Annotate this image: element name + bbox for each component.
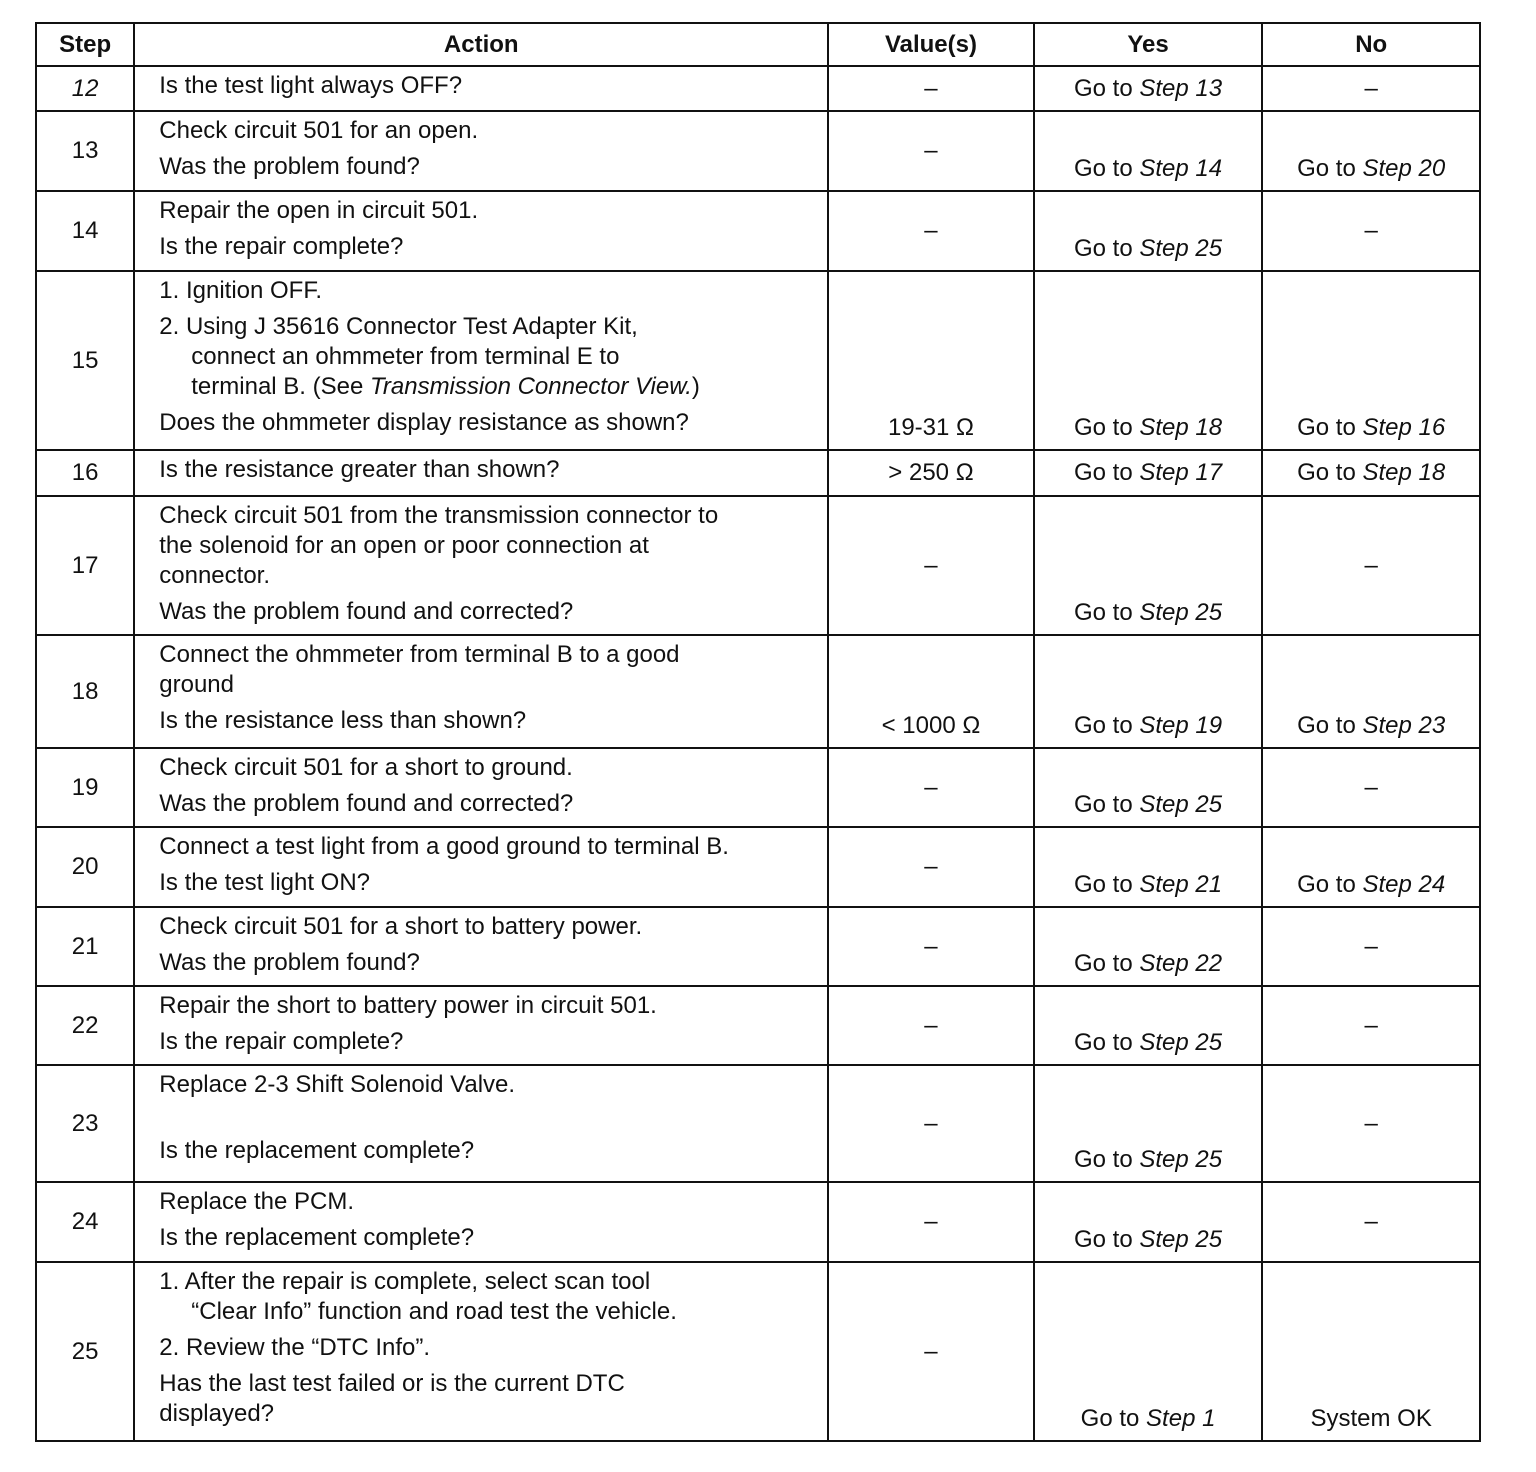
action-text: Was the problem found and corrected? xyxy=(159,790,574,817)
italic-reference: Transmission Connector View. xyxy=(370,373,692,400)
yes-cell xyxy=(1034,271,1263,450)
goto-step-link[interactable] xyxy=(1263,154,1479,184)
goto-prefix: Go to xyxy=(1074,950,1140,977)
action-line xyxy=(159,342,817,372)
action-line xyxy=(159,1027,817,1057)
step-number: 16 xyxy=(36,450,134,496)
action-line xyxy=(159,372,817,402)
action-line xyxy=(159,912,817,942)
action-cell xyxy=(134,66,828,111)
goto-step-link[interactable] xyxy=(1035,1028,1262,1058)
header-row xyxy=(36,23,1480,66)
action-line xyxy=(159,868,817,898)
yes-cell xyxy=(1034,1262,1263,1441)
goto-prefix: Go to xyxy=(1074,1226,1140,1253)
action-line xyxy=(159,531,817,561)
action-line xyxy=(159,1399,817,1429)
value-cell xyxy=(828,1182,1034,1262)
action-text: the solenoid for an open or poor connection at xyxy=(159,532,649,559)
yes-cell xyxy=(1034,986,1263,1065)
goto-prefix: Go to xyxy=(1074,791,1140,818)
action-text: Is the test light always OFF? xyxy=(159,72,463,99)
step-number: 22 xyxy=(36,986,134,1065)
table-row xyxy=(36,748,1480,827)
no-cell xyxy=(1262,748,1480,827)
goto-step-link[interactable] xyxy=(1035,1145,1262,1175)
action-text: Check circuit 501 for a short to battery power. xyxy=(159,913,643,940)
value-text: – xyxy=(924,551,938,579)
table-row xyxy=(36,496,1480,635)
yes-cell xyxy=(1034,191,1263,271)
value-text: > 250 Ω xyxy=(888,459,974,486)
goto-step-link[interactable] xyxy=(1035,870,1262,900)
no-cell xyxy=(1262,827,1480,907)
table-row xyxy=(36,986,1480,1065)
action-text: Was the problem found and corrected? xyxy=(159,598,574,625)
goto-step: Step 25 xyxy=(1139,1146,1223,1173)
action-cell xyxy=(134,496,828,635)
goto-step-link[interactable] xyxy=(1035,1404,1262,1434)
goto-step-link[interactable] xyxy=(1035,949,1262,979)
no-text: – xyxy=(1364,1011,1378,1039)
action-text: Check circuit 501 for a short to ground. xyxy=(159,754,573,781)
step-number: 18 xyxy=(36,635,134,748)
value-text: – xyxy=(924,853,938,880)
diagnostic-table xyxy=(35,22,1481,1442)
yes-cell xyxy=(1034,111,1263,191)
step-number: 23 xyxy=(36,1065,134,1182)
no-text: System OK xyxy=(1310,1405,1432,1432)
action-line xyxy=(159,991,817,1021)
no-cell xyxy=(1262,986,1480,1065)
no-cell xyxy=(1262,111,1480,191)
yes-cell xyxy=(1034,635,1263,748)
goto-step: Step 1 xyxy=(1146,1405,1216,1432)
header-values: Value(s) xyxy=(828,23,1034,66)
step-number: 20 xyxy=(36,827,134,907)
action-line xyxy=(159,116,817,146)
table-row xyxy=(36,66,1480,111)
no-cell xyxy=(1262,1182,1480,1262)
goto-step-link[interactable] xyxy=(1035,458,1262,488)
goto-step-link[interactable] xyxy=(1035,413,1262,443)
goto-step-link[interactable] xyxy=(1263,711,1479,741)
goto-step-link[interactable] xyxy=(1035,74,1262,104)
value-text: – xyxy=(924,74,938,102)
goto-prefix: Go to xyxy=(1297,459,1363,486)
step-number: 25 xyxy=(36,1262,134,1441)
goto-prefix: Go to xyxy=(1297,414,1363,441)
action-text: Check circuit 501 for an open. xyxy=(159,117,479,144)
action-text: Was the problem found? xyxy=(159,949,420,976)
action-text: Has the last test failed or is the current DTC xyxy=(159,1370,625,1397)
value-cell xyxy=(828,986,1034,1065)
action-line xyxy=(159,1136,817,1166)
goto-step-link[interactable] xyxy=(1035,154,1262,184)
action-cell xyxy=(134,1182,828,1262)
action-cell xyxy=(134,907,828,986)
action-cell xyxy=(134,450,828,496)
table-row xyxy=(36,1262,1480,1441)
table-row xyxy=(36,1065,1480,1182)
action-cell xyxy=(134,191,828,271)
no-text: – xyxy=(1364,1208,1378,1235)
action-text: terminal B. (See xyxy=(191,373,370,400)
action-text: Repair the short to battery power in circuit 501. xyxy=(159,992,657,1019)
action-text: Is the resistance greater than shown? xyxy=(159,456,560,483)
step-number: 24 xyxy=(36,1182,134,1262)
goto-step-link[interactable] xyxy=(1035,790,1262,820)
no-text: – xyxy=(1364,551,1378,579)
header-yes: Yes xyxy=(1034,23,1263,66)
action-line xyxy=(159,1333,817,1363)
action-cell xyxy=(134,1262,828,1441)
value-text: – xyxy=(924,773,938,801)
goto-prefix: Go to xyxy=(1074,414,1140,441)
value-cell xyxy=(828,907,1034,986)
value-cell xyxy=(828,635,1034,748)
value-text: 19-31 Ω xyxy=(887,414,974,441)
value-cell xyxy=(828,827,1034,907)
goto-prefix: Go to xyxy=(1074,599,1140,626)
action-line xyxy=(159,1297,817,1327)
no-cell xyxy=(1262,1065,1480,1182)
action-text: ground xyxy=(159,671,234,698)
goto-prefix: Go to xyxy=(1074,1029,1140,1056)
goto-prefix: Go to xyxy=(1297,712,1363,739)
no-text: – xyxy=(1364,932,1378,960)
yes-cell xyxy=(1034,907,1263,986)
goto-prefix: Go to xyxy=(1074,74,1140,102)
goto-step: Step 25 xyxy=(1139,1226,1223,1253)
goto-step: Step 14 xyxy=(1139,155,1223,182)
action-text: Is the test light ON? xyxy=(159,869,371,896)
goto-step-link[interactable] xyxy=(1035,1225,1262,1255)
action-line xyxy=(159,1070,817,1100)
action-text: Is the replacement complete? xyxy=(159,1137,475,1164)
action-text: Is the replacement complete? xyxy=(159,1224,475,1251)
goto-step: Step 19 xyxy=(1139,712,1223,739)
action-text: Connect a test light from a good ground to terminal B. xyxy=(159,833,729,860)
action-text: 2. Review the “DTC Info”. xyxy=(159,1334,431,1361)
no-text: – xyxy=(1364,1109,1378,1137)
goto-step: Step 25 xyxy=(1139,235,1223,262)
goto-step-link[interactable] xyxy=(1035,711,1262,741)
table-row xyxy=(36,271,1480,450)
header-no: No xyxy=(1262,23,1480,66)
yes-cell xyxy=(1034,66,1263,111)
action-text: Replace the PCM. xyxy=(159,1188,355,1215)
action-line xyxy=(159,312,817,342)
action-text: 1. Ignition OFF. xyxy=(159,277,323,304)
goto-step: Step 24 xyxy=(1362,871,1446,898)
goto-prefix: Go to xyxy=(1074,459,1140,486)
header-action: Action xyxy=(134,23,828,66)
action-cell xyxy=(134,748,828,827)
action-cell xyxy=(134,1065,828,1182)
yes-cell xyxy=(1034,1065,1263,1182)
value-cell xyxy=(828,271,1034,450)
action-text: Check circuit 501 from the transmission connector to xyxy=(159,502,719,529)
no-text: – xyxy=(1364,74,1378,102)
action-text: 1. After the repair is complete, select scan tool xyxy=(159,1268,651,1295)
value-cell xyxy=(828,450,1034,496)
yes-cell xyxy=(1034,496,1263,635)
action-cell xyxy=(134,827,828,907)
action-text: Is the repair complete? xyxy=(159,1028,404,1055)
action-line xyxy=(159,1369,817,1399)
table-row xyxy=(36,827,1480,907)
action-text: Connect the ohmmeter from terminal B to a good xyxy=(159,641,680,668)
no-cell xyxy=(1262,907,1480,986)
goto-prefix: Go to xyxy=(1297,155,1363,182)
value-text: – xyxy=(924,1109,938,1137)
value-text: < 1000 Ω xyxy=(881,712,981,739)
goto-prefix: Go to xyxy=(1074,155,1140,182)
value-text: – xyxy=(924,932,938,960)
goto-step-link[interactable] xyxy=(1263,870,1479,900)
action-line xyxy=(159,1267,817,1297)
goto-prefix: Go to xyxy=(1297,871,1363,898)
action-text: Replace 2-3 Shift Solenoid Valve. xyxy=(159,1071,516,1098)
action-text: Does the ohmmeter display resistance as shown? xyxy=(159,409,689,436)
action-text: ) xyxy=(691,373,700,400)
value-cell xyxy=(828,111,1034,191)
action-text: connect an ohmmeter from terminal E to xyxy=(191,343,620,370)
goto-step: Step 18 xyxy=(1362,459,1446,486)
goto-step-link[interactable] xyxy=(1263,413,1479,443)
action-line xyxy=(159,232,817,262)
goto-step: Step 25 xyxy=(1139,1029,1223,1056)
goto-step: Step 16 xyxy=(1362,414,1446,441)
action-line xyxy=(159,670,817,700)
goto-step-link[interactable] xyxy=(1035,598,1262,628)
no-cell xyxy=(1262,450,1480,496)
goto-step: Step 20 xyxy=(1362,155,1446,182)
table-row xyxy=(36,907,1480,986)
no-cell xyxy=(1262,66,1480,111)
yes-cell xyxy=(1034,827,1263,907)
no-cell xyxy=(1262,635,1480,748)
goto-step: Step 25 xyxy=(1139,599,1223,626)
action-line xyxy=(159,276,817,306)
action-cell xyxy=(134,111,828,191)
action-text: Is the repair complete? xyxy=(159,233,404,260)
action-text: Is the resistance less than shown? xyxy=(159,707,527,734)
action-cell xyxy=(134,271,828,450)
step-number: 21 xyxy=(36,907,134,986)
table-row xyxy=(36,450,1480,496)
action-line xyxy=(159,455,817,485)
action-text: displayed? xyxy=(159,1400,275,1427)
no-text: – xyxy=(1364,217,1378,244)
goto-step-link[interactable] xyxy=(1263,458,1479,488)
action-line xyxy=(159,408,817,438)
action-cell xyxy=(134,635,828,748)
action-text: 2. Using J 35616 Connector Test Adapter Kit, xyxy=(159,313,638,340)
yes-cell xyxy=(1034,1182,1263,1262)
value-text: – xyxy=(924,217,938,244)
step-number: 17 xyxy=(36,496,134,635)
step-number: 13 xyxy=(36,111,134,191)
table-row xyxy=(36,635,1480,748)
action-text: connector. xyxy=(159,562,271,589)
value-cell xyxy=(828,496,1034,635)
goto-prefix: Go to xyxy=(1074,871,1140,898)
action-line xyxy=(159,196,817,226)
yes-cell xyxy=(1034,748,1263,827)
action-line xyxy=(159,1187,817,1217)
goto-step: Step 25 xyxy=(1139,791,1223,818)
goto-step: Step 23 xyxy=(1362,712,1446,739)
action-text: Was the problem found? xyxy=(159,153,420,180)
table-row xyxy=(36,1182,1480,1262)
goto-step: Step 21 xyxy=(1139,871,1223,898)
value-cell xyxy=(828,748,1034,827)
action-line xyxy=(159,706,817,736)
value-text: – xyxy=(924,1011,938,1039)
step-number: 19 xyxy=(36,748,134,827)
goto-prefix: Go to xyxy=(1074,235,1140,262)
action-line xyxy=(159,561,817,591)
step-number: 15 xyxy=(36,271,134,450)
header-step: Step xyxy=(36,23,134,66)
action-line xyxy=(159,152,817,182)
value-text: – xyxy=(924,1337,938,1365)
value-text: – xyxy=(924,137,938,164)
action-line xyxy=(159,640,817,670)
value-text: – xyxy=(924,1208,938,1235)
action-cell xyxy=(134,986,828,1065)
action-line xyxy=(159,832,817,862)
value-cell xyxy=(828,1065,1034,1182)
no-text: – xyxy=(1364,773,1378,801)
action-line xyxy=(159,501,817,531)
goto-step: Step 17 xyxy=(1139,459,1223,486)
action-line xyxy=(159,753,817,783)
goto-prefix: Go to xyxy=(1074,712,1140,739)
goto-step-link[interactable] xyxy=(1035,234,1262,264)
goto-prefix: Go to xyxy=(1074,1146,1140,1173)
goto-prefix: Go to xyxy=(1080,1405,1147,1432)
action-text: Repair the open in circuit 501. xyxy=(159,197,479,224)
action-line xyxy=(159,1223,817,1253)
action-line xyxy=(159,948,817,978)
no-cell xyxy=(1262,271,1480,450)
action-text: “Clear Info” function and road test the vehicle. xyxy=(191,1298,677,1325)
no-cell xyxy=(1262,496,1480,635)
no-cell xyxy=(1262,1262,1480,1441)
step-number: 14 xyxy=(36,191,134,271)
goto-step: Step 22 xyxy=(1139,950,1223,977)
goto-step: Step 18 xyxy=(1139,414,1223,441)
value-cell xyxy=(828,66,1034,111)
table-row xyxy=(36,111,1480,191)
action-line xyxy=(159,71,817,101)
action-line xyxy=(159,597,817,627)
value-cell xyxy=(828,191,1034,271)
yes-cell xyxy=(1034,450,1263,496)
step-number: 12 xyxy=(36,66,134,111)
action-line xyxy=(159,789,817,819)
value-cell xyxy=(828,1262,1034,1441)
no-cell xyxy=(1262,191,1480,271)
table-row xyxy=(36,191,1480,271)
goto-step: Step 13 xyxy=(1139,74,1223,102)
